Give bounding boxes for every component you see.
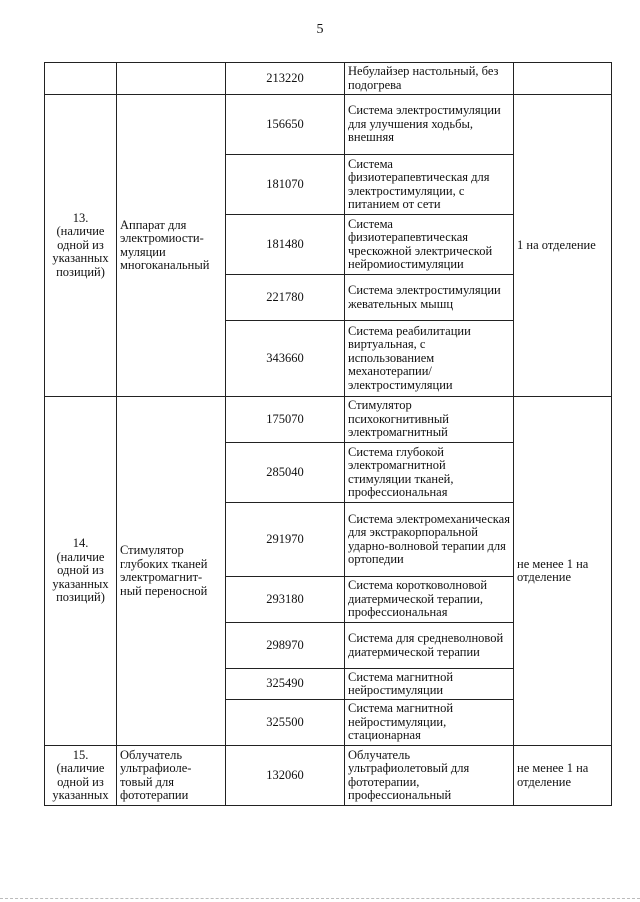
required-quantity: не менее 1 на отделение bbox=[514, 397, 612, 746]
table-row bbox=[45, 397, 612, 443]
table-row bbox=[45, 746, 612, 806]
equipment-code: 343660 bbox=[226, 321, 345, 397]
equipment-code: 132060 bbox=[226, 746, 345, 806]
required-quantity: 1 на отделение bbox=[514, 95, 612, 397]
equipment-description: Система реабилитации виртуальная, с использованием механотерапии/ электростимуляции bbox=[345, 321, 514, 397]
equipment-code: 156650 bbox=[226, 95, 345, 155]
equipment-code: 181480 bbox=[226, 215, 345, 275]
equipment-description: Система электростимуляции жевательных мышц bbox=[345, 275, 514, 321]
position-number: 15. (наличие одной из указанных bbox=[45, 746, 117, 806]
equipment-description: Система электростимуляции для улучшения ходьбы, внешняя bbox=[345, 95, 514, 155]
equipment-description: Небулайзер настольный, без подогрева bbox=[345, 63, 514, 95]
equipment-code: 325500 bbox=[226, 700, 345, 746]
equipment-name: Облучатель ультрафиоле-товый для фототерапии bbox=[117, 746, 226, 806]
position-number bbox=[45, 63, 117, 95]
equipment-code: 298970 bbox=[226, 623, 345, 669]
equipment-table bbox=[44, 62, 612, 806]
equipment-code: 293180 bbox=[226, 577, 345, 623]
equipment-description: Система электромеханическая для экстракорпоральной ударно-волновой терапии для ортопедии bbox=[345, 503, 514, 577]
equipment-description: Система магнитной нейростимуляции, стационарная bbox=[345, 700, 514, 746]
equipment-name: Стимулятор глубоких тканей электромагнит-ный переносной bbox=[117, 397, 226, 746]
equipment-description: Система коротковолновой диатермической терапии, профессиональная bbox=[345, 577, 514, 623]
equipment-code: 285040 bbox=[226, 443, 345, 503]
table-row bbox=[45, 95, 612, 155]
equipment-code: 175070 bbox=[226, 397, 345, 443]
table-row bbox=[45, 63, 612, 95]
equipment-description: Система глубокой электромагнитной стимуляции тканей, профессиональная bbox=[345, 443, 514, 503]
equipment-description: Система физиотерапевтическая для электростимуляции, с питанием от сети bbox=[345, 155, 514, 215]
page-number: 5 bbox=[316, 22, 324, 37]
equipment-name bbox=[117, 63, 226, 95]
equipment-code: 181070 bbox=[226, 155, 345, 215]
page-bottom-border bbox=[0, 898, 640, 899]
required-quantity bbox=[514, 63, 612, 95]
equipment-code: 291970 bbox=[226, 503, 345, 577]
equipment-description: Система физиотерапевтическая чрескожной электрической нейромиостимуляции bbox=[345, 215, 514, 275]
equipment-name: Аппарат для электромиости-муляции многоканальный bbox=[117, 95, 226, 397]
position-number: 13. (наличие одной из указанных позиций) bbox=[45, 95, 117, 397]
equipment-code: 221780 bbox=[226, 275, 345, 321]
equipment-description: Система для средневолновой диатермической терапии bbox=[345, 623, 514, 669]
equipment-description: Облучатель ультрафиолетовый для фототерапии, профессиональный bbox=[345, 746, 514, 806]
equipment-code: 325490 bbox=[226, 669, 345, 700]
position-number: 14. (наличие одной из указанных позиций) bbox=[45, 397, 117, 746]
equipment-description: Система магнитной нейростимуляции bbox=[345, 669, 514, 700]
equipment-description: Стимулятор психокогнитивный электромагнитный bbox=[345, 397, 514, 443]
required-quantity: не менее 1 на отделение bbox=[514, 746, 612, 806]
equipment-code: 213220 bbox=[226, 63, 345, 95]
